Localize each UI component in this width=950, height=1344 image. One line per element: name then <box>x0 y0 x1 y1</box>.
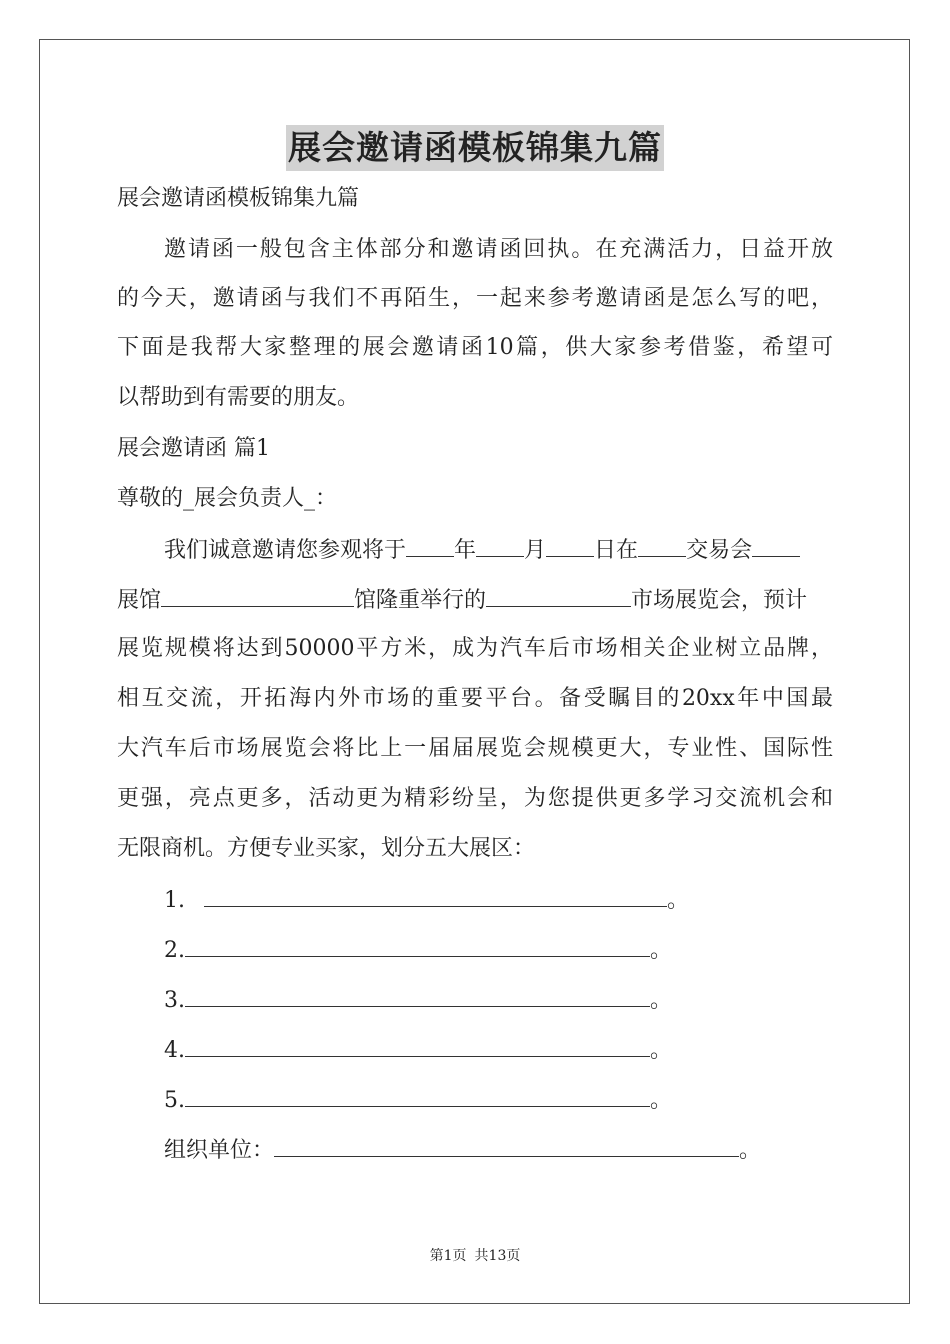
intro-line-3: 下面是我帮大家整理的展会邀请函10篇，供大家参考借鉴，希望可 <box>117 335 833 360</box>
zone-item-4 <box>164 1034 672 1066</box>
zone-item-1 <box>164 884 689 916</box>
blank-field <box>406 534 454 557</box>
page-footer <box>0 1246 950 1266</box>
blank-field <box>161 584 354 607</box>
zone-number: 3. <box>164 988 185 1013</box>
body-text: 馆隆重举行的 <box>354 588 487 613</box>
blank-field <box>185 984 650 1007</box>
blank-field <box>486 584 631 607</box>
blank-field <box>204 884 667 907</box>
document-subtitle: 展会邀请函模板锦集九篇 <box>117 186 360 211</box>
zone-number: 4. <box>164 1038 185 1063</box>
zone-number: 2. <box>164 938 185 963</box>
body-line-7: 无限商机。方便专业买家，划分五大展区： <box>117 836 536 861</box>
document-title: 展会邀请函模板锦集九篇 <box>286 125 664 171</box>
zone-number: 5. <box>164 1088 185 1113</box>
body-text: 年 <box>454 538 477 563</box>
blank-field <box>185 1034 650 1057</box>
blank-field <box>752 534 800 557</box>
organizer-line <box>164 1134 761 1166</box>
salutation: 尊敬的_展会负责人_： <box>117 486 338 511</box>
body-text: 月 <box>524 538 547 563</box>
intro-line-1: 邀请函一般包含主体部分和邀请函回执。在充满活力，日益开放 <box>164 237 833 262</box>
blank-field <box>476 534 524 557</box>
intro-line-4: 以帮助到有需要的朋友。 <box>117 385 360 410</box>
blank-field <box>638 534 686 557</box>
zone-item-5 <box>164 1084 672 1116</box>
body-text: 展馆 <box>117 588 162 613</box>
body-line-3: 展览规模将达到50000平方米，成为汽车后市场相关企业树立品牌， <box>117 636 833 661</box>
body-text: 日在 <box>594 538 639 563</box>
intro-line-2: 的今天，邀请函与我们不再陌生，一起来参考邀请函是怎么写的吧， <box>117 286 833 311</box>
zone-end: 。 <box>650 1038 673 1063</box>
title-area <box>0 125 950 171</box>
body-text: 我们诚意邀请您参观将于 <box>164 538 407 563</box>
zone-end: 。 <box>650 938 673 963</box>
body-text: 交易会 <box>686 538 753 563</box>
blank-field <box>274 1134 739 1157</box>
zone-end: 。 <box>666 888 689 913</box>
zone-number: 1. <box>164 888 192 913</box>
zone-end: 。 <box>650 988 673 1013</box>
zone-item-2 <box>164 934 672 966</box>
zone-end: 。 <box>650 1088 673 1113</box>
blank-field <box>185 934 650 957</box>
body-line-4: 相互交流，开拓海内外市场的重要平台。备受瞩目的20xx年中国最 <box>117 686 833 711</box>
blank-field <box>546 534 594 557</box>
organizer-end: 。 <box>739 1138 762 1163</box>
body-line-1 <box>164 534 800 566</box>
organizer-label: 组织单位： <box>164 1138 275 1163</box>
section-heading: 展会邀请函 篇1 <box>117 436 270 461</box>
page-total: 共13页 <box>474 1248 521 1264</box>
page-number: 第1页 <box>429 1248 467 1264</box>
body-line-2 <box>117 584 807 616</box>
blank-field <box>185 1084 650 1107</box>
zone-item-3 <box>164 984 672 1016</box>
body-line-6: 更强，亮点更多，活动更为精彩纷呈，为您提供更多学习交流机会和 <box>117 786 833 811</box>
body-line-5: 大汽车后市场展览会将比上一届届展览会规模更大，专业性、国际性 <box>117 736 833 761</box>
body-text: 市场展览会，预计 <box>631 588 808 613</box>
